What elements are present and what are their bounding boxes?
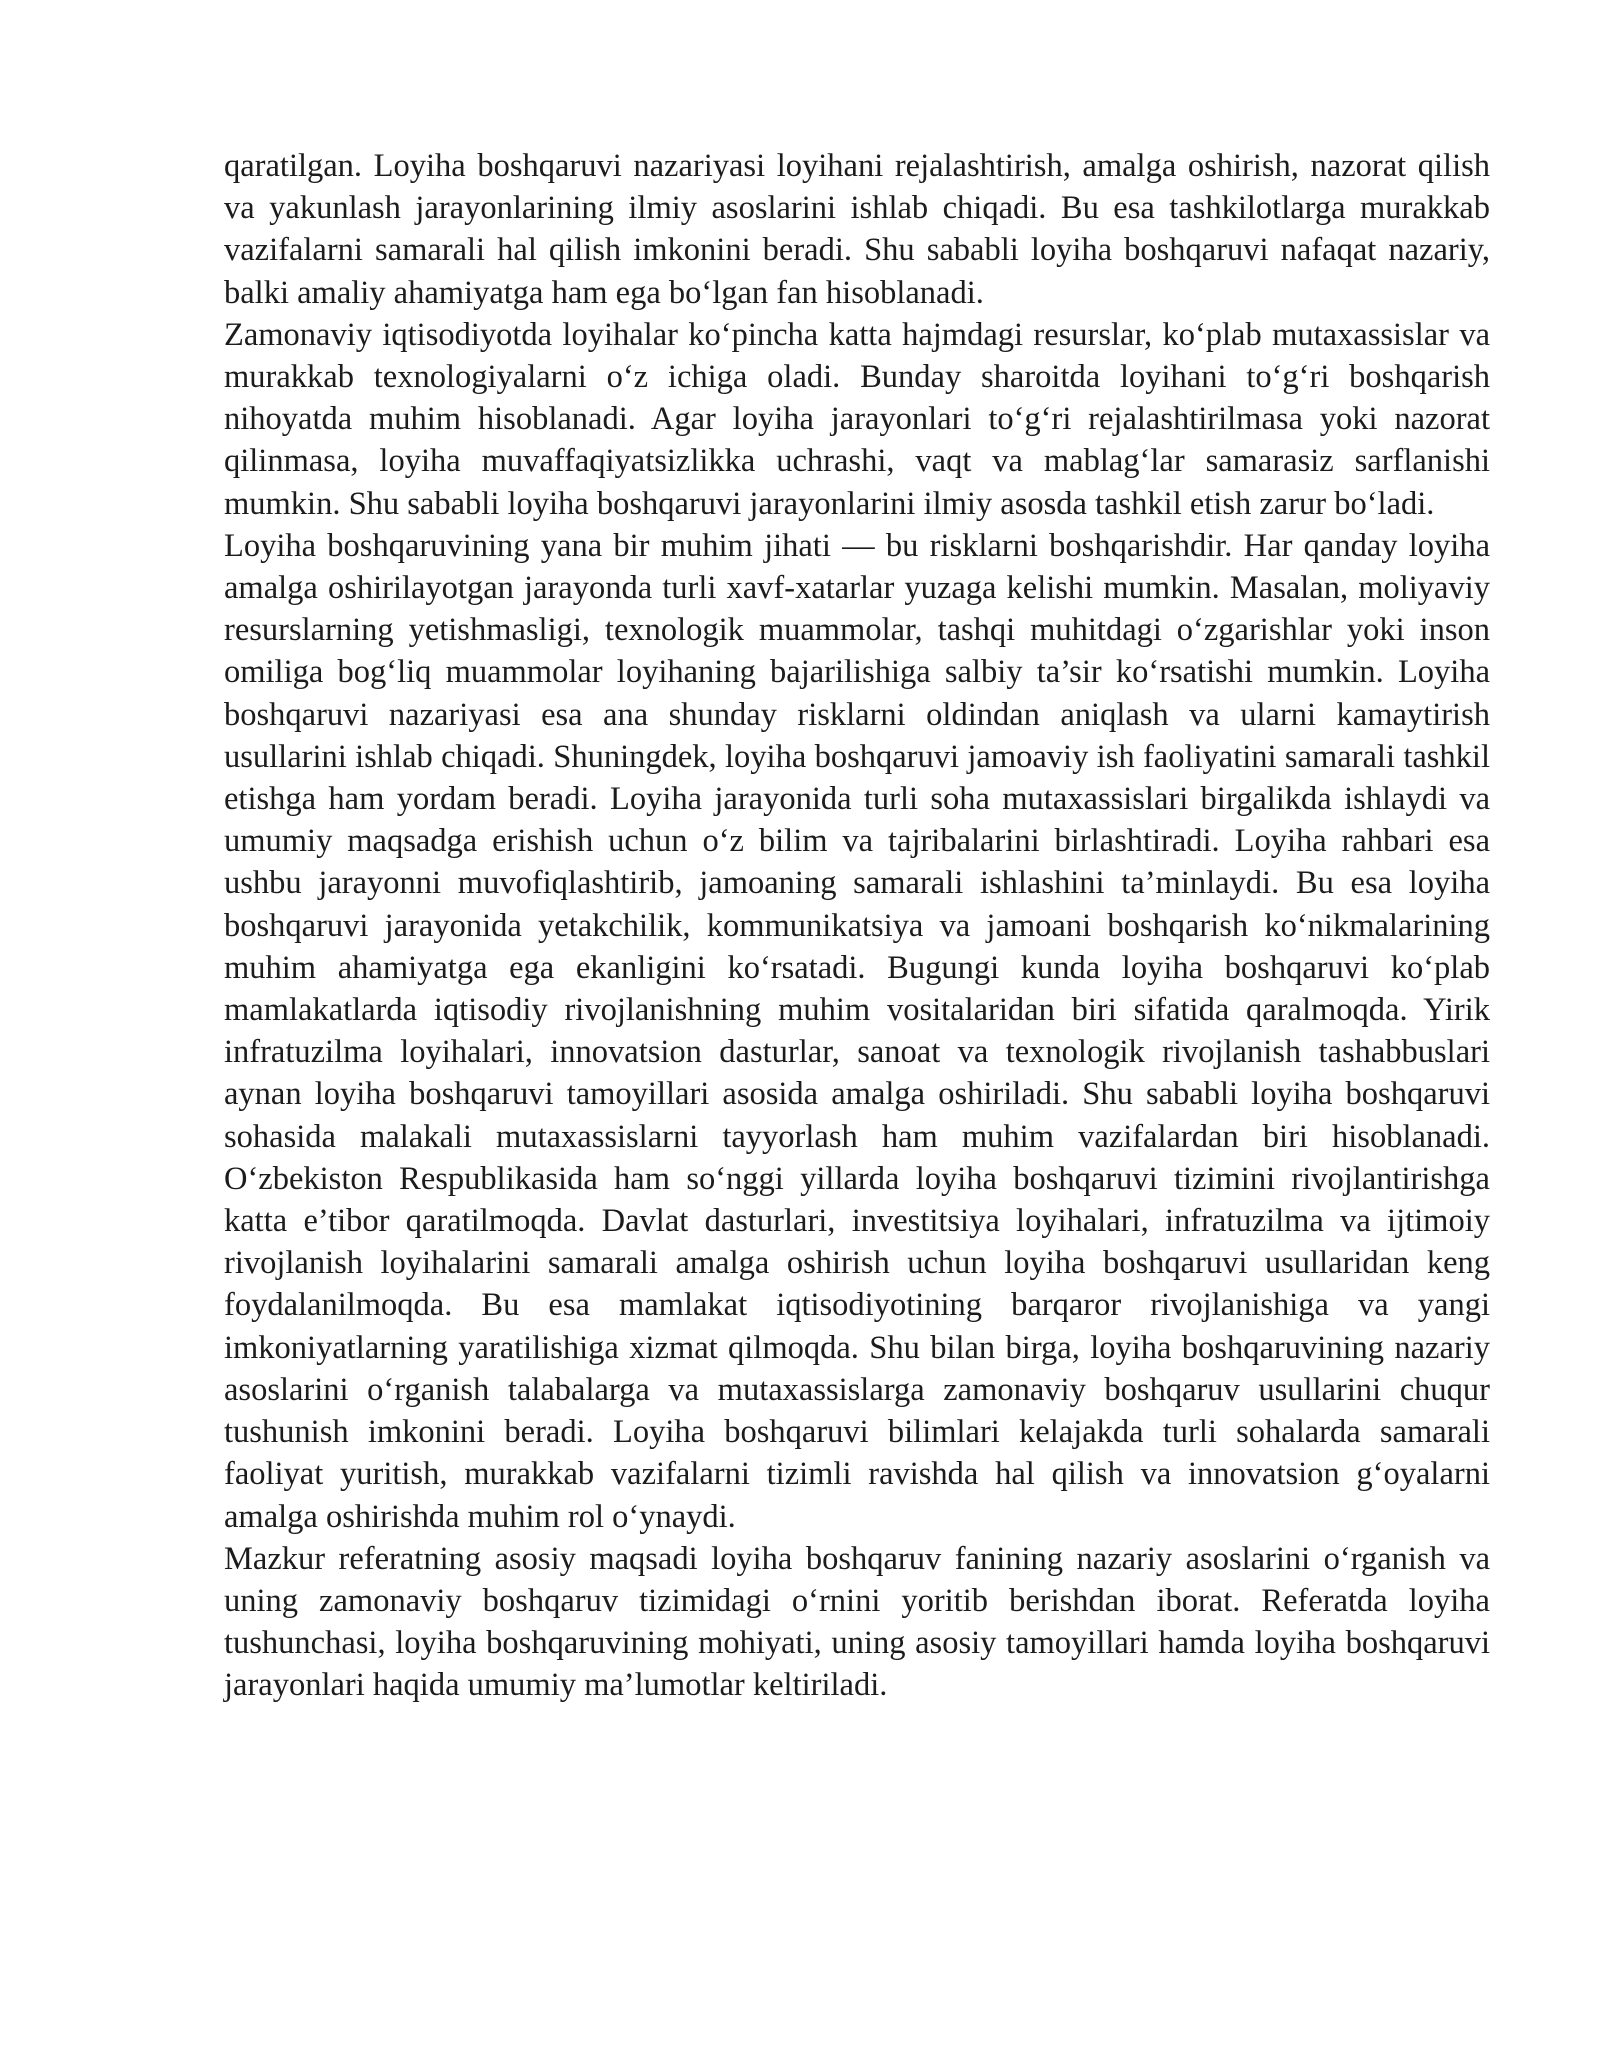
paragraph-4: Mazkur referatning asosiy maqsadi loyiha boshqaruv fanining nazariy asoslarini o‘rganish va uning zamonaviy boshqaruv tizimidagi o‘rnini yoritib berishdan iborat. Referatda loyiha tushunchasi, loyiha boshqaruvining mohiyati, uning asosiy tamoyillari hamda loyiha boshqaruvi jarayonlari haqida umumiy ma’lumotlar keltiriladi. <box>224 1540 1490 1704</box>
document-body <box>224 145 1490 1707</box>
paragraph-2: Zamonaviy iqtisodiyotda loyihalar ko‘pincha katta hajmdagi resurslar, ko‘plab mutaxassislar va murakkab texnologiyalarni o‘z ichiga oladi. Bunday sharoitda loyihani to‘g‘ri boshqarish nihoyatda muhim hisoblanadi. Agar loyiha jarayonlari to‘g‘ri rejalashtirilmasa yoki nazorat qilinmasa, loyiha muvaffaqiyatsizlikka uchrashi, vaqt va mablag‘lar samarasiz sarflanishi mumkin. Shu sababli loyiha boshqaruvi jarayonlarini ilmiy asosda tashkil etish zarur bo‘ladi. <box>224 316 1490 522</box>
paragraph-3: Loyiha boshqaruvining yana bir muhim jihati — bu risklarni boshqarishdir. Har qanday loyiha amalga oshirilayotgan jarayonda turli xavf-xatarlar yuzaga kelishi mumkin. Masalan, moliyaviy resurslarning yetishmasligi, texnologik muammolar, tashqi muhitdagi o‘zgarishlar yoki inson omiliga bog‘liq muammolar loyihaning bajarilishiga salbiy ta’sir ko‘rsatishi mumkin. Loyiha boshqaruvi nazariyasi esa ana shunday risklarni oldindan aniqlash va ularni kamaytirish usullarini ishlab chiqadi. Shuningdek, loyiha boshqaruvi jamoaviy ish faoliyatini samarali tashkil etishga ham yordam beradi. Loyiha jarayonida turli soha mutaxassislari birgalikda ishlaydi va umumiy maqsadga erishish uchun o‘z bilim va tajribalarini birlashtiradi. Loyiha rahbari esa ushbu jarayonni muvofiqlashtirib, jamoaning samarali ishlashini ta’minlaydi. Bu esa loyiha boshqaruvi jarayonida yetakchilik, kommunikatsiya va jamoani boshqarish ko‘nikmalarining muhim ahamiyatga ega ekanligini ko‘rsatadi. Bugungi kunda loyiha boshqaruvi ko‘plab mamlakatlarda iqtisodiy rivojlanishning muhim vositalaridan biri sifatida qaralmoqda. Yirik infratuzilma loyihalari, innovatsion dasturlar, sanoat va texnologik rivojlanish tashabbuslari aynan loyiha boshqaruvi tamoyillari asosida amalga oshiriladi. Shu sababli loyiha boshqaruvi sohasida malakali mutaxassislarni tayyorlash ham muhim vazifalardan biri hisoblanadi. O‘zbekiston Respublikasida ham so‘nggi yillarda loyiha boshqaruvi tizimini rivojlantirishga katta e’tibor qaratilmoqda. Davlat dasturlari, investitsiya loyihalari, infratuzilma va ijtimoiy rivojlanish loyihalarini samarali amalga oshirish uchun loyiha boshqaruvi usullaridan keng foydalanilmoqda. Bu esa mamlakat iqtisodiyotining barqaror rivojlanishiga va yangi imkoniyatlarning yaratilishiga xizmat qilmoqda. Shu bilan birga, loyiha boshqaruvining nazariy asoslarini o‘rganish talabalarga va mutaxassislarga zamonaviy boshqaruv usullarini chuqur tushunish imkonini beradi. Loyiha boshqaruvi bilimlari kelajakda turli sohalarda samarali faoliyat yuritish, murakkab vazifalarni tizimli ravishda hal qilish va innovatsion g‘oyalarni amalga oshirishda muhim rol o‘ynaydi. <box>224 527 1490 1535</box>
paragraph-1: qaratilgan. Loyiha boshqaruvi nazariyasi loyihani rejalashtirish, amalga oshirish, nazorat qilish va yakunlash jarayonlarining ilmiy asoslarini ishlab chiqadi. Bu esa tashkilotlarga murakkab vazifalarni samarali hal qilish imkonini beradi. Shu sababli loyiha boshqaruvi nafaqat nazariy, balki amaliy ahamiyatga ham ega bo‘lgan fan hisoblanadi. <box>224 148 1490 311</box>
